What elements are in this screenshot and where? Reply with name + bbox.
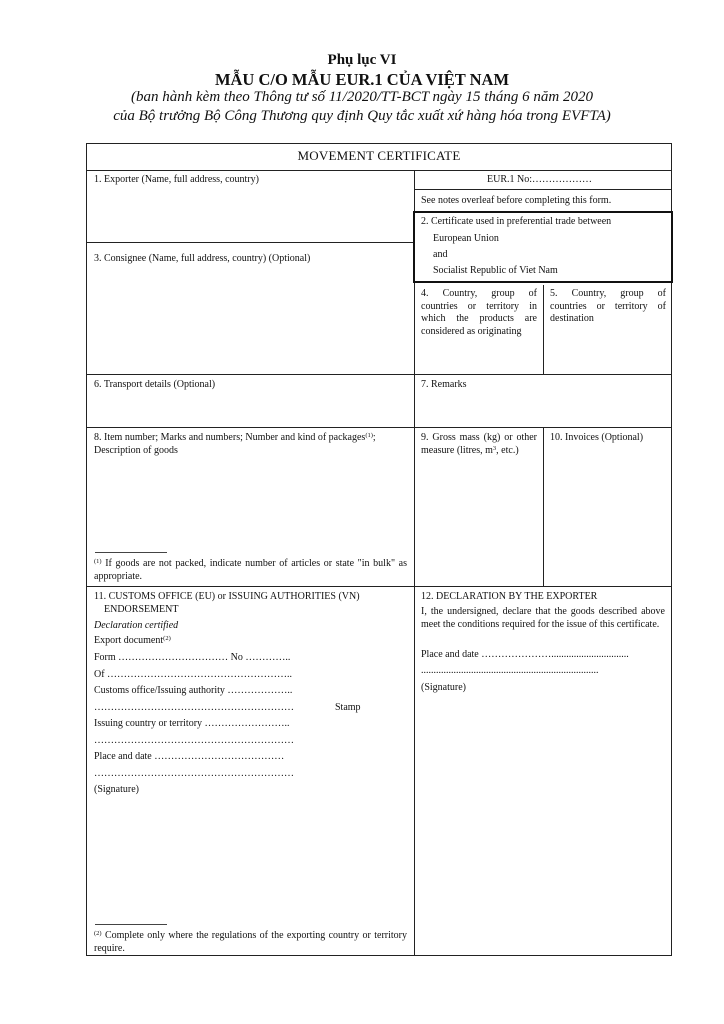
box2-title: 2. Certificate used in preferential trade between [421, 216, 612, 227]
dotted-line-1: …………………………………………………… [94, 702, 294, 713]
declaration-certified: Declaration certified [94, 620, 179, 631]
box9-mass-label: 9. Gross mass (kg) or other measure (litres, $m^3$, etc.) [421, 432, 537, 456]
movement-certificate-form [86, 143, 672, 956]
box8-goods-label: 8. Item number; Marks and numbers; Number and kind of packages$^{(1)}$; [94, 432, 376, 443]
customs-office-line: Customs office/Issuing authority ……………….. [94, 685, 293, 696]
box8-description-label: Description of goods [94, 445, 178, 456]
footnote1: $^{(1)}$ If goods are not packed, indicate number of articles or state "in bulk" as appropriate. [94, 558, 407, 582]
place-date-line-12: Place and date …………………............................... [421, 649, 629, 660]
form-heading: MẪU C/O MẪU EUR.1 CỦA VIỆT NAM [214, 70, 510, 89]
box12-declaration-text: I, the undersigned, declare that the goods described above meet the conditions required for the issue of this certificate. [421, 606, 665, 630]
rule-below-box6 [87, 427, 671, 428]
box5-destination-label: 5. Country, group of countries or territory of destination [550, 288, 666, 325]
signature-label-12: (Signature) [421, 682, 466, 693]
box7-remarks-label: 7. Remarks [421, 379, 467, 390]
appendix-title: Phụ lục VI [327, 52, 397, 68]
dotted-line-2: …………………………………………………… [94, 735, 294, 746]
box6-transport-label: 6. Transport details (Optional) [94, 379, 216, 390]
export-document-label: Export document$^{(2)}$ [94, 635, 171, 646]
footnote1-rule [95, 552, 167, 553]
footnote2-rule [95, 924, 167, 925]
place-date-line-11: Place and date ………………………………… [94, 751, 285, 762]
box2-and: and [433, 249, 448, 260]
dotted-line-12: ....................................................................... [421, 665, 599, 676]
rule-below-eur-no [415, 189, 671, 190]
dotted-line-3: …………………………………………………… [94, 768, 294, 779]
issuance-note-line-1: (ban hành kèm theo Thông tư số 11/2020/TT-BCT ngày 15 tháng 6 năm 2020 [131, 89, 593, 105]
see-notes-label: See notes overleaf before completing this form. [421, 195, 612, 206]
box11-endorsement: ENDORSEMENT [104, 604, 179, 615]
box2-party2: Socialist Republic of Viet Nam [433, 265, 558, 276]
box12-title: 12. DECLARATION BY THE EXPORTER [421, 591, 598, 602]
divider-box9-box10 [543, 427, 544, 586]
issuing-country-line: Issuing country or territory …………………….. [94, 718, 290, 729]
rule-below-title [87, 170, 671, 171]
eur-number-label: EUR.1 No:……………… [487, 174, 592, 185]
of-line: Of ……………………………………………….. [94, 669, 293, 680]
rule-below-box3 [87, 374, 671, 375]
stamp-label: Stamp [335, 702, 361, 713]
signature-label-11: (Signature) [94, 784, 139, 795]
footnote2: $^{(2)}$ Complete only where the regulations of the exporting country or territory require. [94, 930, 407, 954]
form-title: MOVEMENT CERTIFICATE [297, 148, 461, 163]
rule-below-box1 [87, 242, 415, 243]
form-number-line: Form …………………………… No ………….. [94, 652, 291, 663]
rule-below-box8 [87, 586, 671, 587]
divider-box4-box5 [543, 285, 544, 374]
issuance-note-line-2: của Bộ trưởng Bộ Công Thương quy định Quy tắc xuất xứ hàng hóa trong EVFTA) [113, 108, 611, 124]
center-divider [414, 170, 415, 956]
box4-origin-label: 4. Country, group of countries or territory in which the products are considered as originating [421, 288, 537, 337]
box10-invoices-label: 10. Invoices (Optional) [550, 432, 644, 443]
box11-title: 11. CUSTOMS OFFICE (EU) or ISSUING AUTHORITIES (VN) [94, 591, 360, 602]
box3-consignee-label: 3. Consignee (Name, full address, country) (Optional) [94, 253, 311, 264]
box2-party1: European Union [433, 233, 499, 244]
box1-exporter-label: 1. Exporter (Name, full address, country) [94, 174, 259, 185]
